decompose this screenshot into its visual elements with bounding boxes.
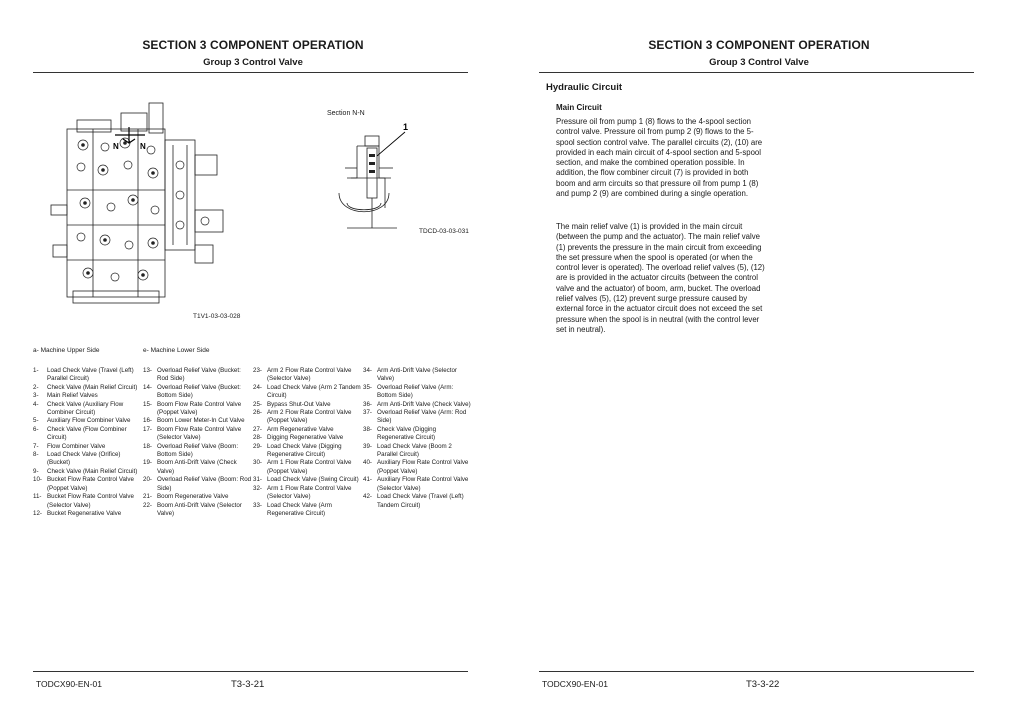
body-paragraph-1: Pressure oil from pump 1 (8) flows to the 4-spool section control valve. Pressure oil from pump 2 (9) flows to the 5-spool section control valve. The parallel circuits (2), (10) are provided in each main circuit of 4-spool section and 5-spool section, and make the combined operation possible. In addition, the flow combiner circuit (7) is provided in both boom and arm circuits so that pressure oil from pump 1 (8) and pump 2 (9) are combined during a single operation. [556, 117, 763, 199]
legend-column-2 [143, 367, 253, 518]
legend-item [33, 384, 143, 392]
legend-item-number: 13- [143, 367, 152, 374]
legend-item-text: Main Relief Valves [47, 392, 98, 400]
legend-item [143, 476, 253, 493]
legend-item-number: 3- [33, 392, 39, 400]
legend-item [253, 502, 363, 519]
legend-item-number: 34- [363, 367, 372, 374]
legend-item-text: Check Valve (Digging Regenerative Circuit) [377, 425, 437, 442]
legend-item-number: 9- [33, 467, 39, 475]
legend-item [143, 367, 253, 384]
legend-item-number: 21- [143, 493, 152, 501]
legend-item [143, 443, 253, 460]
section-label: Section N-N [327, 110, 365, 117]
legend-item [253, 401, 363, 409]
legend-item [143, 401, 253, 418]
legend-item-number: 35- [363, 383, 372, 391]
legend-item-number: 36- [363, 400, 372, 408]
legend-item-text: Arm 1 Flow Rate Control Valve (Selector Valve) [267, 484, 352, 501]
section-heading: Hydraulic Circuit [546, 82, 623, 93]
legend-item [253, 443, 363, 460]
legend-item-text: Overload Relief Valve (Boom: Bottom Side) [157, 442, 239, 459]
valve-figure-caption: T1V1-03-03-028 [193, 313, 241, 320]
legend-item-number: 11- [33, 493, 42, 501]
legend-item-text: Boom Anti-Drift Valve (Selector Valve) [157, 501, 242, 517]
legend-item [363, 493, 473, 510]
legend-item-text: Auxiliary Flow Rate Control Valve (Selector Valve) [377, 476, 469, 492]
legend-item-text: Boom Regenerative Valve [157, 493, 229, 501]
legend-item-number: 40- [363, 459, 372, 467]
legend-item-number: 1- [33, 367, 39, 374]
legend-item-text: Arm 1 Flow Rate Control Valve (Poppet Valve) [267, 459, 352, 475]
legend-item [143, 493, 253, 501]
control-valve-drawing [33, 95, 243, 310]
legend-item [253, 476, 363, 484]
legend-item-text: Boom Flow Rate Control Valve (Poppet Valve) [157, 400, 242, 417]
legend-column-4 [363, 367, 473, 510]
legend-item [363, 443, 473, 460]
legend-item [33, 392, 143, 400]
legend-item [363, 476, 473, 493]
body-paragraph-2: The main relief valve (1) is provided in the main circuit (between the pump and the actuator). The main relief valve (1) prevents the pressure in the main circuit from exceeding the set pressure when the spool is operated (or when the control lever is operated). The overload relief valves (5), (12) are is provided in the actuator circuits (between the control valve and the actuator) of boom, arm, bucket. The overload relief valves (5), (12) prevent surge pressure caused by external force in the actuator circuit does not exceed the set pressure when the spool is in neutral (with the control lever set in neutral). [556, 222, 765, 334]
legend-item-number: 16- [143, 417, 152, 425]
legend-item [33, 367, 143, 384]
legend-item-number: 7- [33, 442, 39, 450]
figure-callout-1: 1 [403, 122, 409, 132]
legend-item-number: 31- [253, 476, 262, 484]
legend-item [363, 459, 473, 476]
legend-item-text: Overload Relief Valve (Bucket: Bottom Side) [157, 383, 241, 400]
footer-code: TODCX90-EN-01 [542, 679, 608, 689]
section-nn-drawing [317, 108, 472, 233]
legend-item-text: Auxiliary Flow Combiner Valve [47, 417, 131, 425]
legend-item-text: Load Check Valve (Swing Circuit) [267, 476, 359, 484]
legend-item-text: Arm Anti-Drift Valve (Selector Valve) [377, 367, 457, 383]
legend-item [253, 367, 363, 384]
legend-item-number: 5- [33, 417, 39, 425]
footer-rule [33, 671, 468, 672]
group-title: Group 3 Control Valve [203, 57, 303, 68]
legend-item-text: Load Check Valve (Travel (Left) Parallel Circuit) [47, 367, 134, 383]
legend-item-number: 33- [253, 501, 262, 509]
section-marker-right: N [140, 142, 146, 151]
legend-item [143, 417, 253, 425]
legend-item-text: Check Valve (Main Relief Circuit) [47, 383, 138, 391]
legend-item-text: Load Check Valve (Digging Regenerative Circuit) [267, 442, 342, 459]
footer-page-number: T3-3-21 [231, 679, 265, 690]
legend-item-text: Arm Anti-Drift Valve (Check Valve) [377, 400, 471, 408]
legend-item [33, 510, 143, 518]
legend-item-text: Load Check Valve (Orifice) (Bucket) [47, 451, 121, 467]
legend-item-number: 14- [143, 383, 152, 391]
legend-item [363, 401, 473, 409]
legend-item [253, 409, 363, 426]
legend-item [143, 502, 253, 519]
legend-item-text: Check Valve (Main Relief Circuit) [47, 467, 138, 475]
legend-item [33, 426, 143, 443]
legend-item [253, 459, 363, 476]
legend-item [33, 476, 143, 493]
legend-item-number: 2- [33, 383, 39, 391]
legend-item-text: Load Check Valve (Arm 2 Tandem Circuit) [267, 383, 361, 400]
section-figure-caption: TDCD-03-03-031 [419, 228, 469, 235]
legend-a: a- Machine Upper Side [33, 347, 100, 354]
legend-item-number: 10- [33, 476, 42, 484]
legend-item-number: 29- [253, 442, 262, 450]
legend-column-1 [33, 367, 143, 518]
legend-item [253, 426, 363, 434]
legend-e: e- Machine Lower Side [143, 347, 210, 354]
subsection-heading: Main Circuit [556, 103, 602, 112]
header-rule [33, 72, 468, 73]
legend-item [33, 401, 143, 418]
legend-item-text: Bypass Shut-Out Valve [267, 400, 331, 408]
legend-item [33, 468, 143, 476]
legend-item [143, 384, 253, 401]
footer-code: TODCX90-EN-01 [36, 679, 102, 689]
legend-item-number: 6- [33, 425, 39, 433]
legend-item [253, 384, 363, 401]
legend-column-3 [253, 367, 363, 518]
legend-item-text: Overload Relief Valve (Arm: Rod Side) [377, 409, 467, 425]
legend-item-number: 8- [33, 451, 39, 459]
legend-item [363, 384, 473, 401]
legend-item-text: Digging Regenerative Valve [267, 434, 344, 442]
legend-item-text: Load Check Valve (Travel (Left) Tandem Circuit) [377, 493, 464, 509]
legend-item-number: 22- [143, 501, 152, 509]
legend-item-number: 17- [143, 425, 152, 433]
legend-item [33, 451, 143, 468]
legend-item [33, 443, 143, 451]
group-title: Group 3 Control Valve [709, 57, 809, 68]
legend-item-text: Arm 2 Flow Rate Control Valve (Poppet Valve) [267, 409, 352, 425]
legend-item-number: 32- [253, 484, 262, 492]
legend-item-number: 41- [363, 476, 372, 484]
footer-page-number: T3-3-22 [746, 679, 780, 690]
legend-item-text: Check Valve (Auxiliary Flow Combiner Circuit) [47, 400, 124, 417]
legend-item-number: 25- [253, 400, 262, 408]
legend-item [143, 459, 253, 476]
legend-item [363, 409, 473, 426]
right-page [506, 0, 1012, 723]
legend-item-text: Load Check Valve (Boom 2 Parallel Circuit) [377, 442, 452, 459]
legend-item-text: Boom Flow Rate Control Valve (Selector Valve) [157, 425, 242, 442]
legend-item-text: Arm 2 Flow Rate Control Valve (Selector Valve) [267, 367, 352, 383]
legend-item-number: 24- [253, 383, 262, 391]
legend-item-number: 15- [143, 400, 152, 408]
legend-item-text: Check Valve (Flow Combiner Circuit) [47, 425, 127, 442]
legend-item-number: 26- [253, 409, 262, 417]
legend-item-number: 30- [253, 459, 262, 467]
legend-item [33, 493, 143, 510]
legend-item-number: 19- [143, 459, 152, 467]
footer-rule [539, 671, 974, 672]
legend-item-number: 42- [363, 493, 372, 501]
legend-item-text: Bucket Regenerative Valve [47, 509, 122, 517]
legend-item-text: Flow Combiner Valve [47, 442, 106, 450]
legend-item-number: 18- [143, 442, 152, 450]
legend-item [33, 417, 143, 425]
legend-item [143, 426, 253, 443]
legend-item-number: 28- [253, 434, 262, 442]
legend-item-text: Overload Relief Valve (Bucket: Rod Side) [157, 367, 241, 383]
section-title: SECTION 3 COMPONENT OPERATION [648, 38, 870, 52]
legend-item-number: 12- [33, 509, 42, 517]
legend-item-number: 37- [363, 409, 372, 417]
legend-item-text: Overload Relief Valve (Arm: Bottom Side) [377, 383, 454, 400]
legend-item-number: 23- [253, 367, 262, 374]
legend-item-text: Load Check Valve (Arm Regenerative Circuit) [267, 501, 332, 517]
legend-item-text: Boom Lower Meter-In Cut Valve [157, 417, 245, 425]
legend-item-number: 39- [363, 442, 372, 450]
legend-item [363, 426, 473, 443]
legend-item [253, 434, 363, 442]
legend-item [363, 367, 473, 384]
legend-item [253, 485, 363, 502]
legend-item-text: Bucket Flow Rate Control Valve (Selector Valve) [47, 493, 134, 509]
legend-item-number: 27- [253, 425, 262, 433]
legend-item-number: 38- [363, 425, 372, 433]
legend-item-number: 20- [143, 476, 152, 484]
legend-item-number: 4- [33, 400, 39, 408]
legend-item-text: Bucket Flow Rate Control Valve (Poppet Valve) [47, 476, 134, 492]
section-marker-left: N [113, 142, 119, 151]
legend-item-text: Auxiliary Flow Rate Control Valve (Poppet Valve) [377, 459, 469, 475]
section-title: SECTION 3 COMPONENT OPERATION [142, 38, 364, 52]
legend-item-text: Arm Regenerative Valve [267, 425, 334, 433]
legend-item-text: Overload Relief Valve (Boom: Rod Side) [157, 476, 252, 492]
header-rule [539, 72, 974, 73]
legend-item-text: Boom Anti-Drift Valve (Check Valve) [157, 459, 237, 475]
